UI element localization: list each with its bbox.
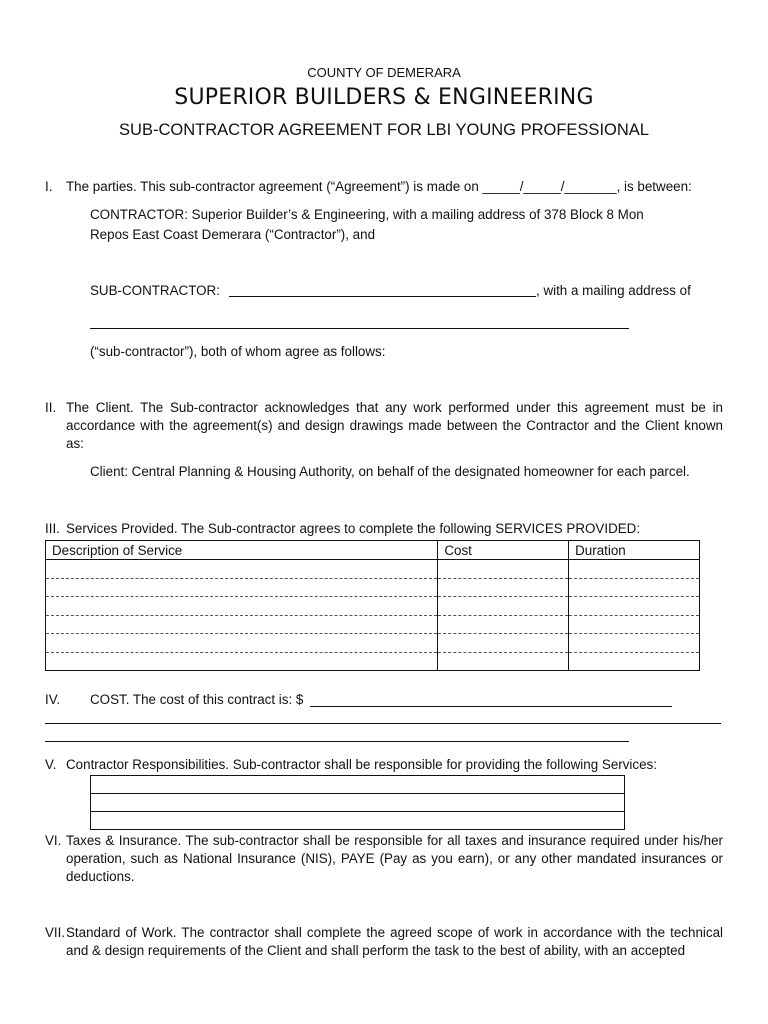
contractor-line-2: Repos East Coast Demerara (“Contractor”), and [90,227,376,242]
responsibility-cell[interactable] [91,794,625,812]
subcontractor-agree-text: (“sub-contractor”), both of whom agree as follows: [90,344,386,359]
table-row [46,634,700,653]
section-7-number: VII. [45,925,66,940]
duration-cell[interactable] [569,597,700,616]
column-header-duration: Duration [569,541,700,560]
agreement-subtitle: SUB-CONTRACTOR AGREEMENT FOR LBI YOUNG PROFESSIONAL [119,121,649,139]
subcontractor-label: SUB-CONTRACTOR: [90,283,220,298]
subcontractor-suffix: , with a mailing address of [536,283,691,298]
cost-cell[interactable] [438,615,569,634]
section-5-number: V. [45,757,57,772]
table-row [46,578,700,597]
section-4-text: COST. The cost of this contract is: $ [90,692,304,707]
description-cell[interactable] [46,560,438,579]
section-5-text: Contractor Responsibilities. Sub-contractor shall be responsible for providing the following Services: [66,757,657,772]
description-cell[interactable] [46,634,438,653]
section-1-text: The parties. This sub-contractor agreement (“Agreement”) is made on _____/_____/_______, is between: [66,179,692,194]
cost-line-3-blank[interactable] [45,741,629,742]
subcontractor-name-blank[interactable] [229,296,536,297]
column-header-description: Description of Service [46,541,438,560]
section-2-number: II. [45,400,57,415]
subcontractor-address-blank[interactable] [90,328,629,329]
responsibility-cell[interactable] [91,812,625,830]
section-6-number: VI. [45,833,62,848]
section-4-number: IV. [45,692,61,707]
services-table [45,540,700,671]
description-cell[interactable] [46,615,438,634]
responsibility-cell[interactable] [91,776,625,794]
cost-cell[interactable] [438,652,569,671]
description-cell[interactable] [46,597,438,616]
duration-cell[interactable] [569,560,700,579]
cost-cell[interactable] [438,597,569,616]
duration-cell[interactable] [569,578,700,597]
company-title: SUPERIOR BUILDERS & ENGINEERING [174,85,594,110]
section-6-text: Taxes & Insurance. The sub-contractor shall be responsible for all taxes and insurance required under his/her operation, such as National Insurance (NIS), PAYE (Pay as you earn), or any other mandated insurances or deductions. [66,833,723,884]
duration-cell[interactable] [569,652,700,671]
column-header-cost: Cost [438,541,569,560]
duration-cell[interactable] [569,615,700,634]
cost-amount-blank[interactable] [310,706,672,707]
table-row [46,560,700,579]
cost-cell[interactable] [438,634,569,653]
contractor-line-1: CONTRACTOR: Superior Builder’s & Engineering, with a mailing address of 378 Block 8 Mon [90,207,644,222]
table-row [91,794,625,812]
table-row [91,776,625,794]
services-table-header [46,541,700,560]
section-2-text: The Client. The Sub-contractor acknowledges that any work performed under this agreement must be in accordance with the agreement(s) and design drawings made between the Contractor and the Client known as: [66,400,723,451]
cost-cell[interactable] [438,578,569,597]
responsibilities-table [90,775,625,830]
county-heading: COUNTY OF DEMERARA [307,65,461,80]
table-row [91,812,625,830]
table-row [46,597,700,616]
duration-cell[interactable] [569,634,700,653]
cost-line-2-blank[interactable] [45,723,721,724]
description-cell[interactable] [46,578,438,597]
section-7-text: Standard of Work. The contractor shall complete the agreed scope of work in accordance with the technical and & design requirements of the Client and shall perform the task to the best of ability, with an accepted [66,925,723,958]
description-cell[interactable] [46,652,438,671]
table-row [46,652,700,671]
client-statement: Client: Central Planning & Housing Authority, on behalf of the designated homeowner for each parcel. [90,464,690,479]
cost-cell[interactable] [438,560,569,579]
section-1-number: I. [45,179,53,194]
section-3-text: Services Provided. The Sub-contractor agrees to complete the following SERVICES PROVIDED: [66,521,641,536]
section-3-number: III. [45,521,60,536]
table-row [46,615,700,634]
